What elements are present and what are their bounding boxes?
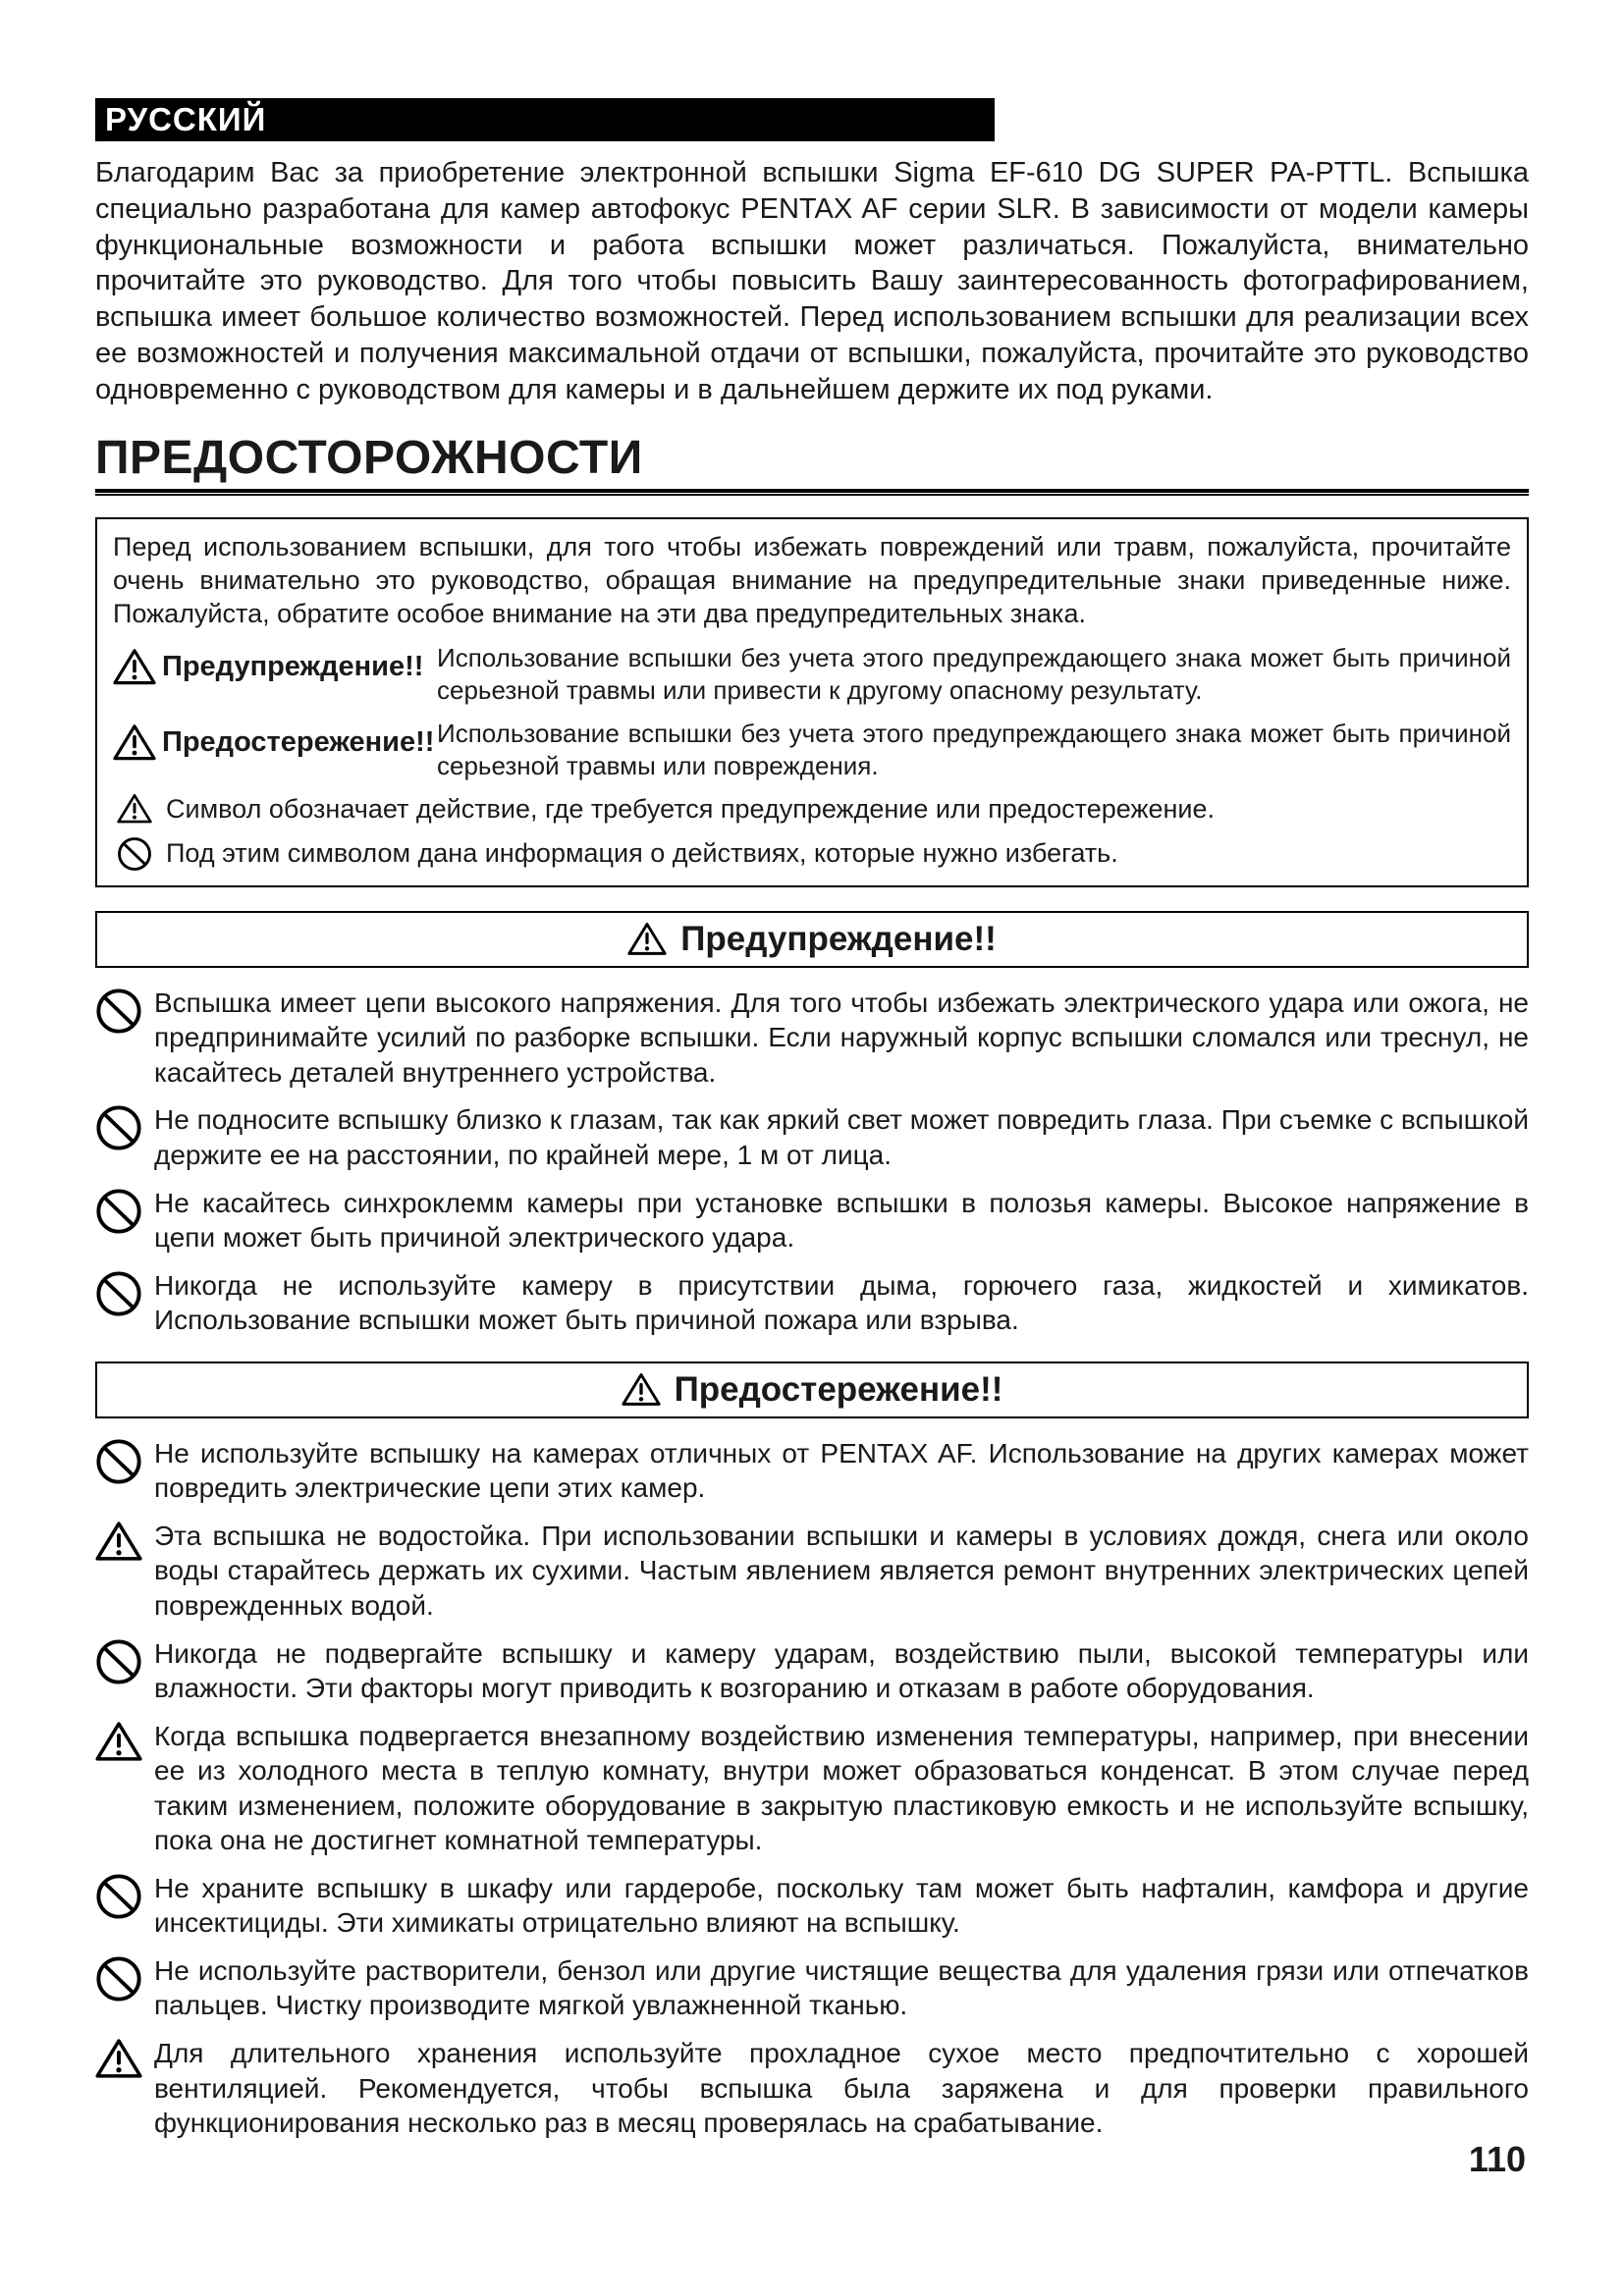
language-header-bar	[95, 98, 995, 141]
caution-item	[95, 1719, 1529, 1858]
prohibition-icon	[95, 1873, 142, 1920]
caution-item	[95, 1519, 1529, 1624]
precautions-title: ПРЕДОСТОРОЖНОСТИ	[95, 431, 643, 484]
warning-triangle-icon	[627, 922, 667, 956]
prohibition-icon	[95, 1638, 142, 1685]
warning-triangle-icon	[113, 648, 156, 685]
warning-item	[95, 1186, 1529, 1255]
caution-item-text: Никогда не подвергайте вспышку и камеру ударам, воздействию пыли, высокой температуры или влажности. Эти факторы могут приводить к возгоранию и отказам в работе оборудования.	[154, 1637, 1529, 1704]
warning-item	[95, 986, 1529, 1091]
symbol-prohibition-text: Под этим символом дана информация о действиях, которые нужно избегать.	[166, 838, 1118, 869]
caution-item	[95, 1636, 1529, 1706]
caution-item-text: Не используйте растворители, бензол или другие чистящие вещества для удаления грязи или отпечатков пальцев. Чистку производите мягкой увлажненной тканью.	[154, 1954, 1529, 2021]
warning-triangle-icon	[95, 2038, 142, 2079]
warning-definition-label	[113, 642, 437, 685]
caution-item-text: Не используйте вспышку на камерах отличных от PENTAX AF. Использование на других камерах может повредить электрические цепи этих камер.	[154, 1437, 1529, 1504]
intro-paragraph: Благодарим Вас за приобретение электронной вспышки Sigma EF-610 DG SUPER PA-PTTL. Вспышка специально разработана для камер автофокус PENTAX AF серии SLR. В зависимости от модели камеры функциональные возможности и работа вспышки может различаться. Пожалуйста, внимательно прочитайте это руководство. Для того чтобы повысить Вашу заинтересованность фотографированием, вспышка имеет большое количество возможностей. Перед использованием вспышки для реализации всех ее возможностей и получения максимальной отдачи от вспышки, пожалуйста, прочитайте это руководство одновременно с руководством для камеры и в дальнейшем держите их под руками.	[95, 157, 1529, 405]
warning-definition-row	[113, 642, 1511, 706]
caution-item-text: Не храните вспышку в шкафу или гардеробе, поскольку там может быть нафталин, камфора и другие инсектициды. Эти химикаты отрицательно влияют на вспышку.	[154, 1872, 1529, 1939]
warning-item	[95, 1268, 1529, 1338]
caution-item	[95, 1871, 1529, 1941]
prohibition-icon	[95, 1188, 142, 1235]
warning-section-header	[95, 911, 1529, 968]
warning-definition-label-text: Предупреждение!!	[162, 651, 424, 683]
warning-item	[95, 1102, 1529, 1172]
symbol-row-prohibition	[113, 836, 1511, 872]
warning-item-text: Не подносите вспышку близко к глазам, так как яркий свет может повредить глаза. При съемке с вспышкой держите ее на расстоянии, по крайней мере, 1 м от лица.	[154, 1104, 1529, 1171]
prohibition-icon	[95, 1270, 142, 1317]
caution-definition-label	[113, 718, 437, 761]
caution-item	[95, 2036, 1529, 2141]
warning-item-text: Никогда не используйте камеру в присутствии дыма, горючего газа, жидкостей и химикатов. Использование вспышки может быть причиной пожара или взрыва.	[154, 1269, 1529, 1336]
caution-section-header	[95, 1362, 1529, 1418]
caution-definition-text: Использование вспышки без учета этого предупреждающего знака может быть причиной серьезной травмы или повреждения.	[437, 719, 1511, 780]
warning-section-title: Предупреждение!!	[680, 919, 997, 958]
caution-definition-label-text: Предостережение!!	[162, 726, 435, 759]
page-number: 110	[1468, 2139, 1526, 2179]
caution-item-text: Для длительного хранения используйте прохладное сухое место предпочтительно с хорошей вентиляцией. Рекомендуется, чтобы вспышка была заряжена и для проверки правильного функционирования несколько раз в месяц проверялась на срабатывание.	[154, 2037, 1529, 2139]
symbol-row-warning	[113, 793, 1511, 824]
prohibition-icon	[117, 836, 152, 872]
warning-item-text: Не касайтесь синхроклемм камеры при установке вспышки в полозья камеры. Высокое напряжение в цепи может быть причиной электрического удара.	[154, 1187, 1529, 1254]
language-header-label: РУССКИЙ	[105, 101, 267, 137]
caution-section-title: Предостережение!!	[674, 1369, 1003, 1409]
symbol-warning-text: Символ обозначает действие, где требуется предупреждение или предостережение.	[166, 793, 1216, 824]
caution-item-text: Эта вспышка не водостойка. При использовании вспышки и камеры в условиях дождя, снега или около воды старайтесь держать их сухими. Частым явлением является ремонт внутренних электрических цепей поврежденных водой.	[154, 1520, 1529, 1621]
warning-definition-text: Использование вспышки без учета этого предупреждающего знака может быть причиной серьезной травмы или привести к другому опасному результату.	[437, 643, 1511, 705]
caution-item	[95, 1953, 1529, 2023]
warning-triangle-icon	[95, 1521, 142, 1562]
caution-item-text: Когда вспышка подвергается внезапному воздействию изменения температуры, например, при внесении ее из холодного места в теплую комнату, внутри может образоваться конденсат. В этом случае перед таким изменением, положите оборудование в закрытую пластиковую емкость и не используйте вспышку, пока она не достигнет комнатной температуры.	[154, 1720, 1529, 1856]
prohibition-icon	[95, 1104, 142, 1151]
warning-item-text: Вспышка имеет цепи высокого напряжения. Для того чтобы избежать электрического удара или ожога, не предпринимайте усилий по разборке вспышки. Если наружный корпус вспышки сломался или треснул, не касайтесь деталей внутреннего устройства.	[154, 987, 1529, 1088]
caution-definition-row	[113, 718, 1511, 781]
prohibition-icon	[95, 1438, 142, 1485]
prohibition-icon	[95, 1955, 142, 2002]
warning-triangle-icon	[95, 1721, 142, 1762]
notice-intro-text: Перед использованием вспышки, для того чтобы избежать повреждений или травм, пожалуйста, прочитайте очень внимательно это руководство, обращая внимание на предупредительные знаки приведенные ниже. Пожалуйста, обратите особое внимание на эти два предупредительных знака.	[113, 532, 1511, 628]
warning-triangle-icon	[117, 793, 152, 824]
title-double-rule	[95, 489, 1529, 496]
caution-item	[95, 1436, 1529, 1506]
notice-box	[95, 517, 1529, 887]
prohibition-icon	[95, 988, 142, 1035]
warning-triangle-icon	[113, 723, 156, 761]
warning-triangle-icon	[622, 1372, 661, 1407]
